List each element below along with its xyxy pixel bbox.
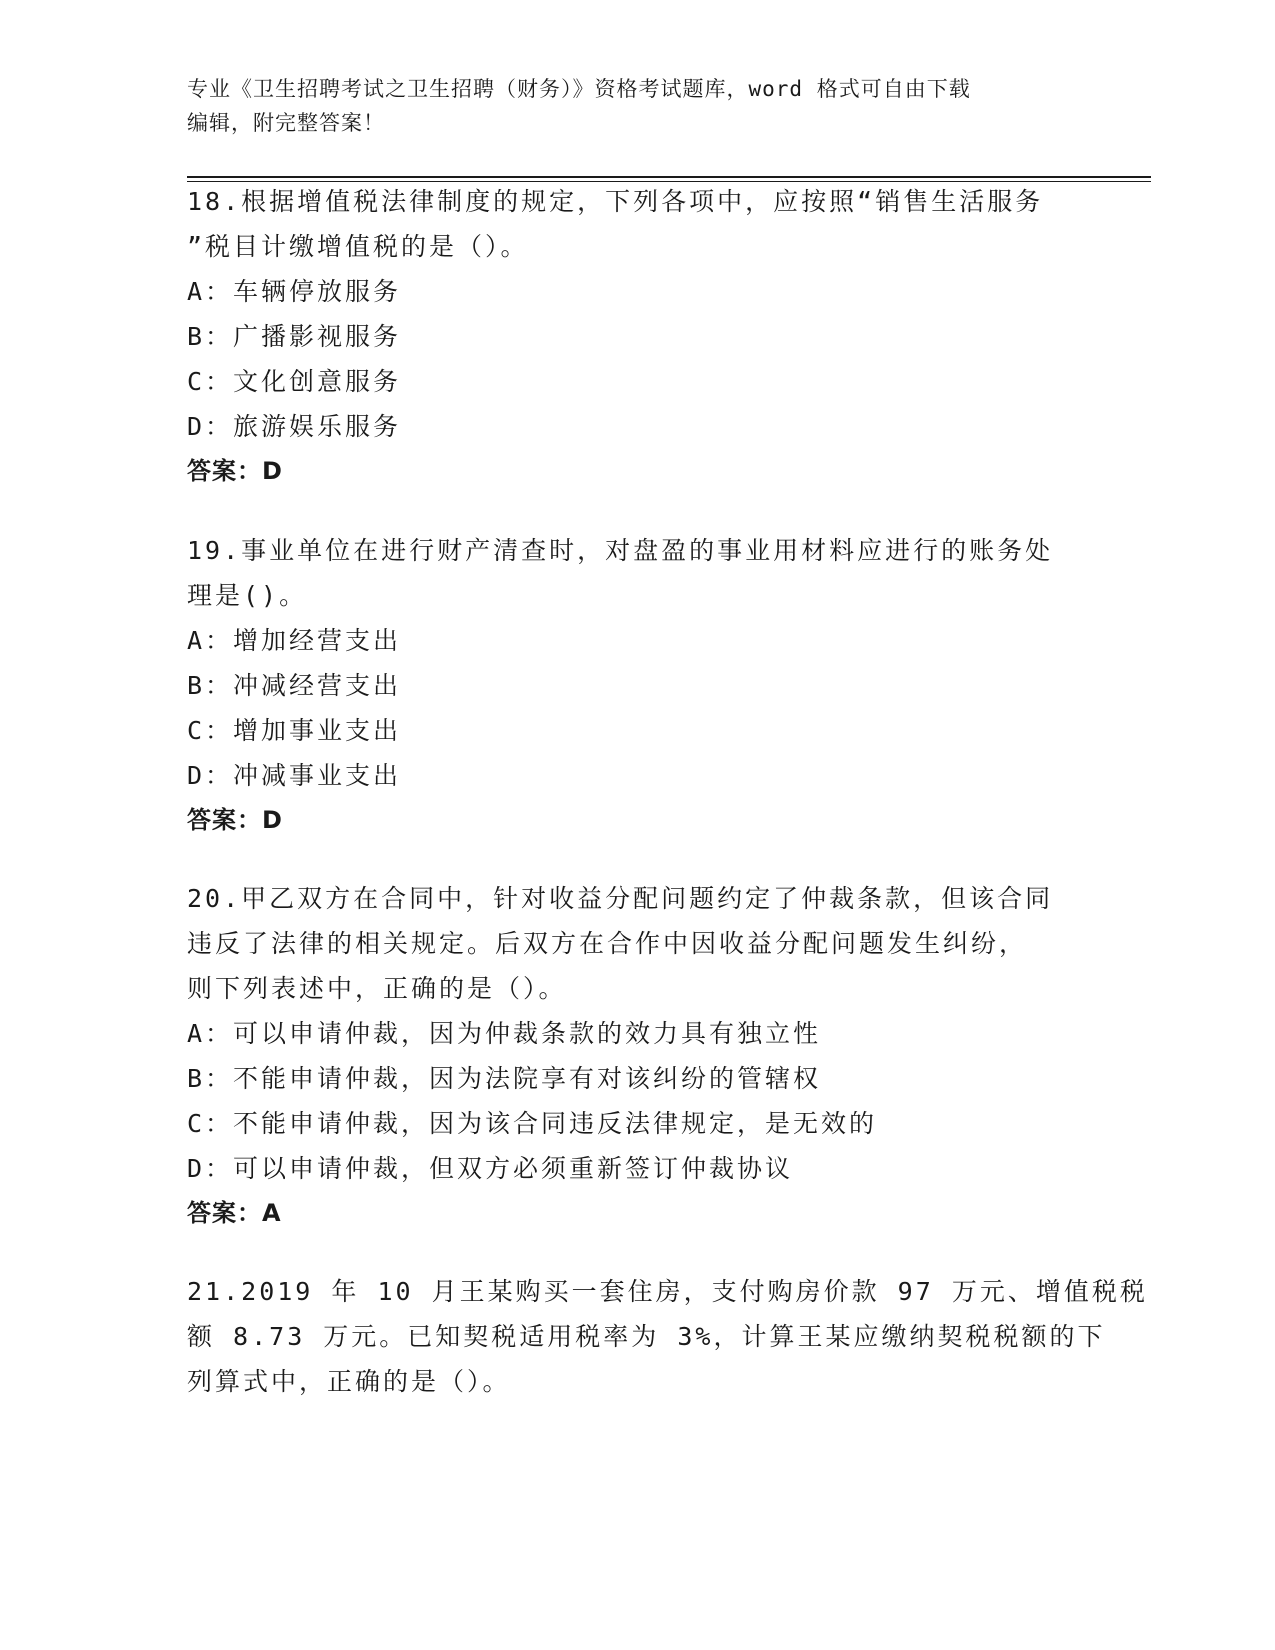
answer: 答案：A bbox=[187, 1199, 282, 1227]
option-d: D：旅游娱乐服务 bbox=[187, 412, 402, 441]
option-b: B：冲减经营支出 bbox=[187, 671, 402, 700]
question-21 bbox=[187, 1269, 1148, 1404]
question-19 bbox=[187, 528, 1087, 843]
question-stem-line: 违反了法律的相关规定。后双方在合作中因收益分配问题发生纠纷， bbox=[187, 929, 1028, 958]
document-header bbox=[187, 72, 1067, 140]
option-b: B：不能申请仲裁，因为法院享有对该纠纷的管辖权 bbox=[187, 1064, 822, 1093]
question-stem-line: 21.2019 年 10 月王某购买一套住房，支付购房价款 97 万元、增值税税 bbox=[187, 1277, 1148, 1306]
option-a: A：车辆停放服务 bbox=[187, 277, 402, 306]
question-stem-line: 18.根据增值税法律制度的规定，下列各项中，应按照“销售生活服务 bbox=[187, 187, 1044, 216]
question-stem-line: 20.甲乙双方在合同中，针对收益分配问题约定了仲裁条款，但该合同 bbox=[187, 884, 1054, 913]
question-stem-line: 理是()。 bbox=[187, 581, 308, 610]
question-stem-line: 列算式中，正确的是（）。 bbox=[187, 1367, 511, 1396]
header-line-1: 专业《卫生招聘考试之卫生招聘（财务）》资格考试题库，word 格式可自由下载 bbox=[187, 77, 971, 101]
question-stem-line: 额 8.73 万元。已知契税适用税率为 3%，计算王某应缴纳契税税额的下 bbox=[187, 1322, 1106, 1351]
option-b: B：广播影视服务 bbox=[187, 322, 402, 351]
answer: 答案：D bbox=[187, 806, 283, 834]
question-stem-line: ”税目计缴增值税的是（）。 bbox=[187, 232, 529, 261]
question-stem-line: 则下列表述中，正确的是（）。 bbox=[187, 974, 567, 1003]
option-c: C：增加事业支出 bbox=[187, 716, 402, 745]
option-c: C：不能申请仲裁，因为该合同违反法律规定，是无效的 bbox=[187, 1109, 878, 1138]
question-20 bbox=[187, 876, 1087, 1236]
option-c: C：文化创意服务 bbox=[187, 367, 402, 396]
option-d: D：冲减事业支出 bbox=[187, 761, 402, 790]
option-a: A：增加经营支出 bbox=[187, 626, 402, 655]
option-d: D：可以申请仲裁，但双方必须重新签订仲裁协议 bbox=[187, 1154, 794, 1183]
header-rule-thick bbox=[187, 176, 1151, 178]
question-18 bbox=[187, 179, 1087, 494]
answer: 答案：D bbox=[187, 457, 283, 485]
header-line-2: 编辑，附完整答案！ bbox=[187, 111, 385, 135]
question-stem-line: 19.事业单位在进行财产清查时，对盘盈的事业用材料应进行的账务处 bbox=[187, 536, 1054, 565]
option-a: A：可以申请仲裁，因为仲裁条款的效力具有独立性 bbox=[187, 1019, 822, 1048]
